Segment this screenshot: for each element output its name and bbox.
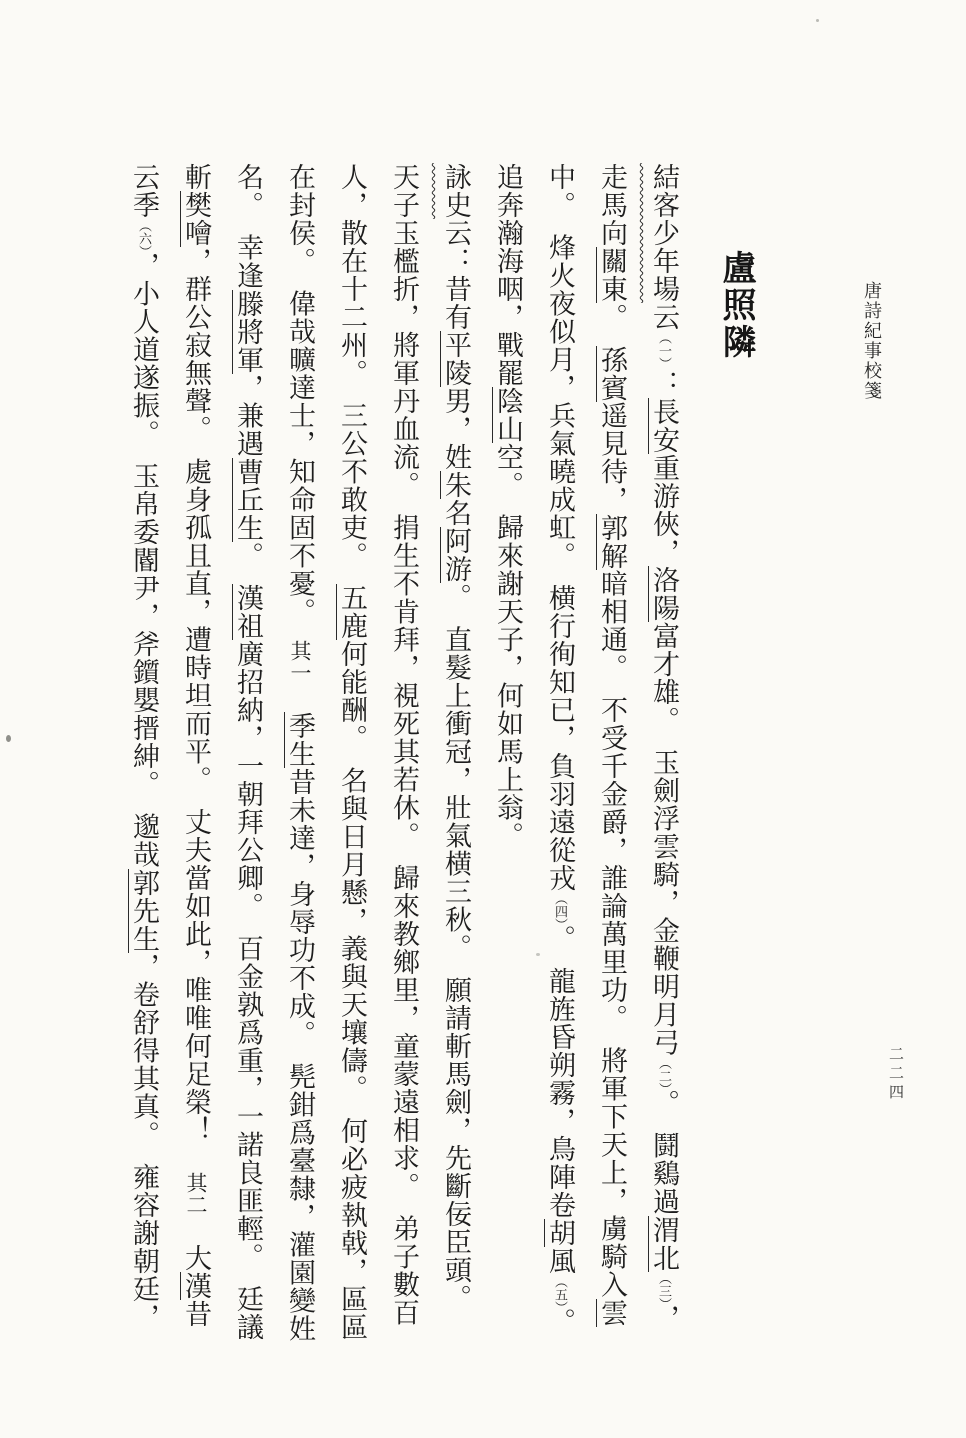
proper-noun: 阿游 xyxy=(441,527,471,583)
text-column xyxy=(222,163,274,1418)
text-column xyxy=(586,163,638,1418)
sub-number: 其二 xyxy=(184,1172,208,1216)
scan-speck xyxy=(816,19,819,22)
text-column xyxy=(326,163,378,1418)
text-column xyxy=(482,163,534,1418)
text-columns xyxy=(118,163,690,1418)
text-column xyxy=(430,163,482,1418)
running-header: 唐詩紀事校箋 xyxy=(862,281,882,401)
text-run: 名。 幸逢 xyxy=(233,163,263,290)
text-run: 走馬向 xyxy=(597,163,627,247)
text-run: ， xyxy=(649,1304,679,1332)
text-run: 昔未達，身辱功不成。 髡鉗爲臺隸，灌園變姓 xyxy=(285,768,315,1343)
proper-noun: 雲 xyxy=(597,1298,627,1327)
text-column xyxy=(118,163,170,1418)
text-run: ： xyxy=(649,370,679,398)
section-title-poet-name: 盧照隣 xyxy=(717,250,754,361)
text-run: 云：昔有 xyxy=(441,219,471,331)
scan-speck xyxy=(6,735,11,742)
text-run: ，兼遇 xyxy=(233,373,263,458)
text-run: 斬 xyxy=(181,163,211,191)
text-run xyxy=(285,684,315,712)
work-title: 詠史 xyxy=(441,163,471,219)
proper-noun: 胡 xyxy=(545,1219,575,1247)
text-run: ，小人道遂振。 玉帛委閽尹，斧鑕嬰搢紳。 邈哉 xyxy=(129,251,159,869)
text-run: 。 龍旌昏朔霧，鳥陣卷 xyxy=(545,924,575,1219)
text-column xyxy=(274,163,326,1418)
note-marker: （五） xyxy=(553,1275,568,1308)
text-run: 。 直髮上衝冠，壯氣横三秋。 願請斬馬劍，先斷佞臣頭。 xyxy=(441,583,471,1312)
text-run: 暗相通。 不受千金爵，誰論萬里功。 將軍下天上，虜騎入 xyxy=(597,569,627,1299)
proper-noun: 漢 xyxy=(181,1272,211,1300)
proper-noun: 季生 xyxy=(285,712,315,768)
scan-speck xyxy=(536,953,540,956)
text-run: 昔 xyxy=(181,1300,211,1328)
text-run: 中。 烽火夜似月，兵氣曉成虹。 横行徇知已，負羽遠從戎 xyxy=(545,163,575,892)
note-marker: （一） xyxy=(657,331,672,370)
note-marker: （四） xyxy=(553,892,568,925)
proper-noun: 郭解 xyxy=(597,513,627,570)
text-run: ，群公寂無聲。 處身孤且直，遭時坦而平。 丈夫當如此，唯唯何足榮！ xyxy=(181,247,211,1172)
proper-noun: 五鹿 xyxy=(337,584,367,640)
sub-number: 其一 xyxy=(288,640,312,684)
text-run: 空。 歸來謝天子，何如馬上翁。 xyxy=(493,443,523,850)
work-title: 結客少年場 xyxy=(649,163,679,303)
text-run: ，卷舒得其真。 雍容謝朝廷， xyxy=(129,952,159,1331)
text-column xyxy=(638,163,690,1418)
text-run: 云季 xyxy=(129,163,159,219)
proper-noun: 陰山 xyxy=(493,387,523,443)
text-run: 重游俠， xyxy=(649,454,679,566)
text-run: 風 xyxy=(545,1247,575,1275)
proper-noun: 滕將軍 xyxy=(233,289,263,374)
text-column xyxy=(170,163,222,1418)
proper-noun: 關東 xyxy=(597,247,627,303)
text-run: 何能酬。 名與日月懸，義與天壤儔。 何必疲執戟，區區 xyxy=(337,640,367,1341)
text-run: 追奔瀚海咽，戰罷 xyxy=(493,163,523,387)
text-run: 。 鬪鷄過 xyxy=(649,1089,679,1216)
text-run: 人，散在十二州。 三公不敢吏。 xyxy=(337,163,367,584)
page-number: 二二四 xyxy=(887,1046,903,1103)
note-marker: （三） xyxy=(657,1271,672,1304)
text-run: 天子玉檻折，將軍丹血流。 捐生不肯拜，視死其若休。 歸來教鄉里，童蒙遠相求。 弟子數百 xyxy=(389,163,419,1327)
proper-noun: 長安 xyxy=(649,398,679,454)
proper-noun: 渭北 xyxy=(649,1215,679,1272)
text-run: 在封侯。 偉哉曠達士，知命固不憂。 xyxy=(285,163,315,640)
text-run: 。 xyxy=(545,1307,575,1336)
note-marker: （二） xyxy=(657,1056,672,1089)
text-run: 云 xyxy=(649,303,679,331)
proper-noun: 漢祖 xyxy=(233,584,263,640)
text-run: 廣招納，一朝拜公卿。 百金孰爲重，一諾良匪輕。 廷議 xyxy=(233,640,263,1341)
text-run: 。 xyxy=(597,303,627,346)
proper-noun: 孫賓 xyxy=(597,345,627,402)
text-run: 遥見待， xyxy=(597,401,627,514)
proper-noun: 平陵 xyxy=(441,331,471,387)
note-marker: （六） xyxy=(137,219,152,252)
text-run: 富才雄。 玉劍浮雲騎，金鞭明月弓 xyxy=(649,622,679,1057)
proper-noun: 洛陽 xyxy=(649,566,679,622)
text-run: 男，姓 xyxy=(441,387,471,471)
proper-noun: 朱 xyxy=(441,471,471,499)
proper-noun: 曹丘生 xyxy=(233,457,263,542)
proper-noun: 郭先生 xyxy=(129,868,159,953)
text-column xyxy=(534,163,586,1418)
text-column xyxy=(378,163,430,1418)
text-run: 大 xyxy=(181,1216,211,1272)
text-run: 名 xyxy=(441,499,471,527)
proper-noun: 樊噲 xyxy=(181,191,211,247)
text-run: 。 xyxy=(233,541,263,584)
